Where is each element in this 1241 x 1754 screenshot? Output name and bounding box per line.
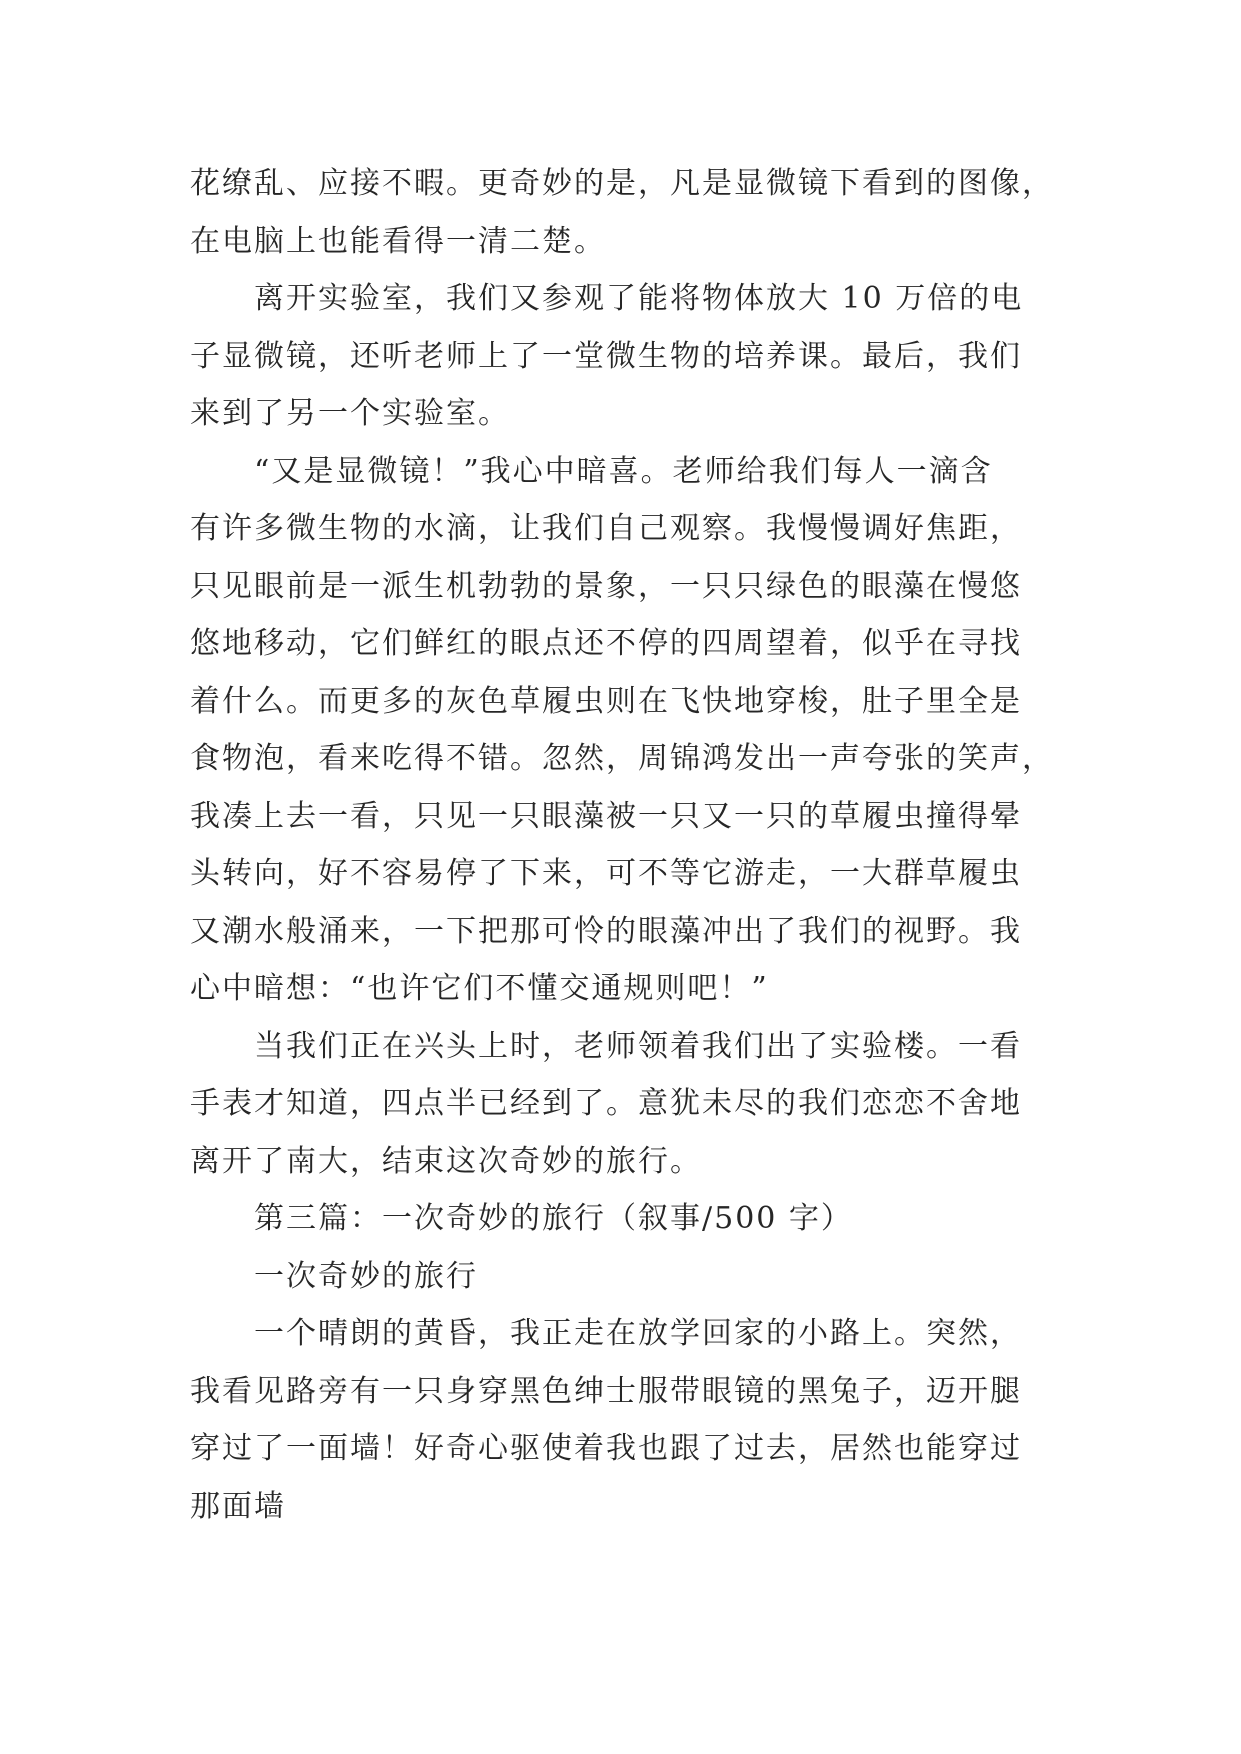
text-line: 当我们正在兴头上时，老师领着我们出了实验楼。一看 [254, 1028, 1022, 1064]
text-line: 又潮水般涌来，一下把那可怜的眼藻冲出了我们的视野。我 [190, 913, 1022, 949]
text-line: 着什么。而更多的灰色草履虫则在飞快地穿梭，肚子里全是 [190, 683, 1022, 719]
text-line: 我看见路旁有一只身穿黑色绅士服带眼镜的黑兔子，迈开腿 [190, 1373, 1022, 1409]
text-line: 手表才知道，四点半已经到了。意犹未尽的我们恋恋不舍地 [190, 1086, 1022, 1121]
text-line: 离开了南大，结束这次奇妙的旅行。 [190, 1143, 702, 1179]
text-line: 心中暗想：“也许它们不懂交通规则吧！” [190, 971, 769, 1006]
text-line: 那面墙 [190, 1488, 286, 1524]
text-line: 第三篇：一次奇妙的旅行（叙事/500 字） [254, 1201, 853, 1236]
text-line: 在电脑上也能看得一清二楚。 [190, 223, 606, 259]
text-line: “又是显微镜！”我心中暗喜。老师给我们每人一滴含 [254, 453, 993, 489]
text-line: 穿过了一面墙！好奇心驱使着我也跟了过去，居然也能穿过 [190, 1431, 1022, 1466]
text-line: 有许多微生物的水滴，让我们自己观察。我慢慢调好焦距， [190, 511, 1022, 546]
text-line: 来到了另一个实验室。 [190, 396, 510, 431]
text-line: 一次奇妙的旅行 [254, 1258, 478, 1294]
body-text [190, 155, 1054, 1535]
text-line: 只见眼前是一派生机勃勃的景象，一只只绿色的眼藻在慢悠 [190, 568, 1022, 604]
text-line: 一个晴朗的黄昏，我正走在放学回家的小路上。突然， [254, 1316, 1022, 1351]
text-line: 子显微镜，还听老师上了一堂微生物的培养课。最后，我们 [190, 338, 1022, 374]
text-line: 离开实验室，我们又参观了能将物体放大 10 万倍的电 [254, 281, 1024, 316]
text-line: 食物泡，看来吃得不错。忽然，周锦鸿发出一声夸张的笑声， [190, 741, 1054, 776]
text-line: 我凑上去一看，只见一只眼藻被一只又一只的草履虫撞得晕 [190, 798, 1022, 834]
text-line: 头转向，好不容易停了下来，可不等它游走，一大群草履虫 [190, 856, 1022, 891]
text-line: 花缭乱、应接不暇。更奇妙的是，凡是显微镜下看到的图像， [190, 166, 1054, 201]
text-line: 悠地移动，它们鲜红的眼点还不停的四周望着，似乎在寻找 [190, 626, 1022, 661]
